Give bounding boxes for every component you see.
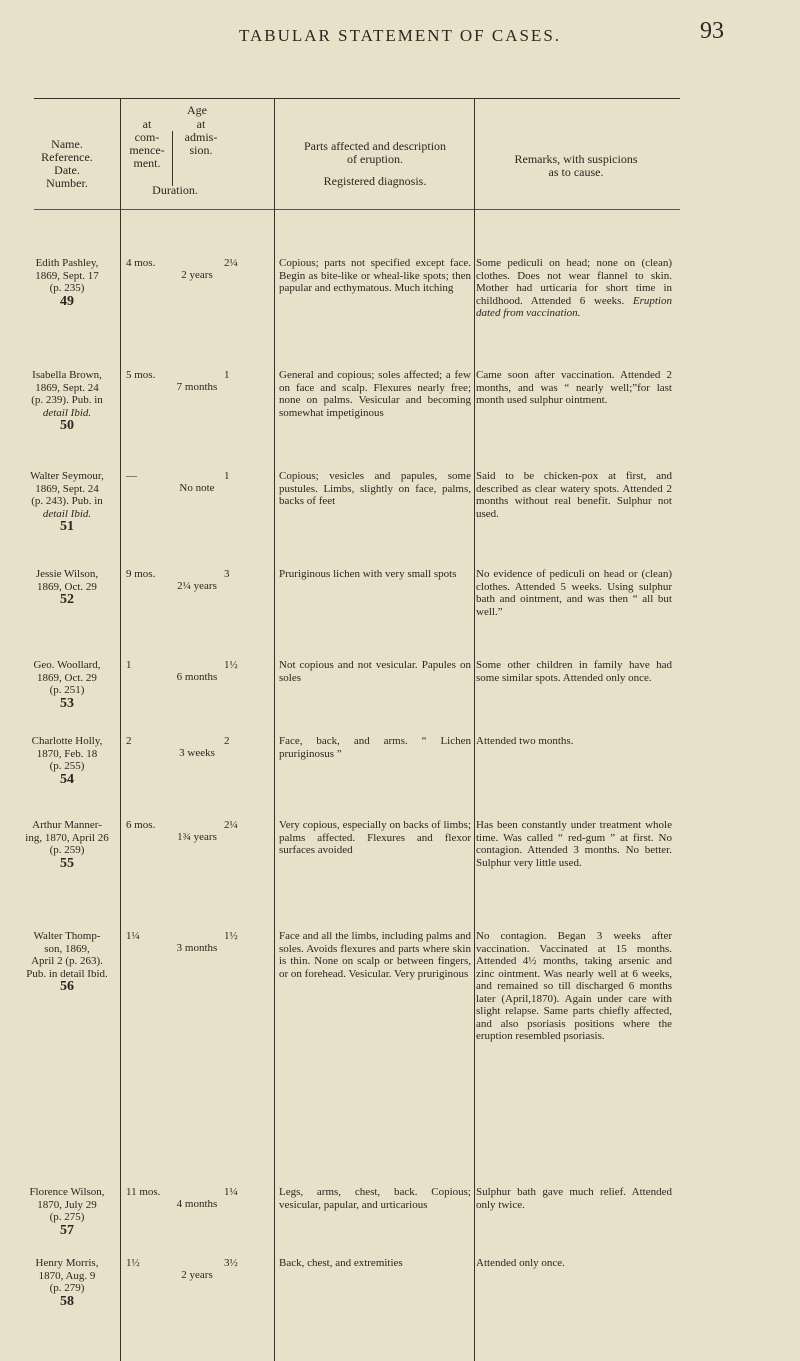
case-52-remarks <box>476 568 672 618</box>
case-reference-line: April 2 (p. 263). <box>31 955 103 967</box>
header-duration: Duration. <box>152 183 198 197</box>
age-admission: 2¼ <box>224 819 238 831</box>
header-date-line: Date. <box>54 163 80 177</box>
duration: 2¼ years <box>177 580 217 592</box>
case-name-line: Charlotte Holly, <box>31 735 103 747</box>
case-56-remarks <box>476 930 672 1043</box>
age-commencement: 11 mos. <box>126 1186 161 1198</box>
remarks-text: No contagion. Began 3 weeks after vaccination. Vaccinated at 15 months. Attended 4½ months, taking arsenic and zinc ointment. Was nearly well at 6 weeks, and remained so till discharged 6 months later (April,1870). Again under care with slight relapse. Same parts chiefly affected, and also psoriasis positions where the eruption resembled psoriasis. <box>476 930 672 1042</box>
header-diagnosis-line: Registered diagnosis. <box>323 174 427 188</box>
case-55-parts: Very copious, especially on backs of limbs; palms affected. Flexures and flexor surfaces avoided <box>279 819 471 856</box>
case-49-name <box>14 257 120 308</box>
case-detail-line: Pub. in detail Ibid. <box>26 967 108 980</box>
duration: 4 months <box>176 1198 218 1210</box>
case-52-parts: Pruriginous lichen with very small spots <box>279 568 457 580</box>
age-commencement: 1¼ <box>126 930 140 942</box>
case-50-name <box>14 369 120 433</box>
case-reference-line: (p. 279) <box>49 1282 85 1294</box>
running-title: TABULAR STATEMENT OF CASES. <box>238 26 562 45</box>
table-top-rule <box>34 98 680 99</box>
age-admission: 2 <box>224 735 230 747</box>
header-number-line: Number. <box>46 176 88 190</box>
header-name-line: Name. <box>51 137 83 151</box>
case-date-line: son, 1869, <box>44 942 90 955</box>
case-number: 53 <box>60 695 74 711</box>
case-detail-line: detail Ibid. <box>42 406 92 419</box>
case-name-line: Florence Wilson, <box>29 1186 105 1198</box>
age-admission: 1¼ <box>224 1186 238 1198</box>
age-admission: 1½ <box>224 659 238 671</box>
header-reference-line: Reference. <box>41 150 93 164</box>
case-reference-line: (p. 255) <box>49 760 85 772</box>
case-number: 55 <box>60 855 74 871</box>
case-52-name <box>14 568 120 607</box>
remarks-text: Came soon after vaccination. Attended 2 months, and was “ nearly well;”for last month used sulphur ointment. <box>476 369 672 406</box>
case-reference-line: (p. 235) <box>49 282 85 294</box>
age-commencement: 1½ <box>126 1257 140 1269</box>
case-name-line: Arthur Manner- <box>32 819 102 831</box>
case-58-name <box>14 1257 120 1308</box>
case-name-line: Jessie Wilson, <box>35 568 99 580</box>
column-divider <box>120 99 121 1361</box>
case-49-remarks <box>476 257 672 320</box>
age-admission: 1 <box>224 470 230 482</box>
age-admission: 1 <box>224 369 230 381</box>
case-number: 50 <box>60 418 74 433</box>
case-reference-line: (p. 251) <box>49 684 85 696</box>
case-date-line: 1869, Sept. 17 <box>35 269 99 282</box>
case-58-remarks <box>476 1257 672 1270</box>
case-name-line: Henry Morris, <box>35 1257 99 1269</box>
case-date-line: 1870, Feb. 18 <box>36 747 98 760</box>
duration: 1¾ years <box>177 831 217 843</box>
case-number: 51 <box>60 519 74 534</box>
duration: 2 years <box>181 1269 213 1281</box>
case-date-line: 1869, Oct. 29 <box>37 671 97 684</box>
remarks-text: Some other children in family have had some similar spots. Attended only once. <box>476 659 672 684</box>
age-commencement: 6 mos. <box>126 819 156 831</box>
case-reference-line: (p. 259) <box>49 844 85 856</box>
header-age-commencement <box>124 118 170 170</box>
column-divider <box>274 99 275 1361</box>
case-56-name <box>14 930 120 994</box>
remarks-italic: Eruption dated from vaccination. <box>476 294 672 319</box>
case-54-parts: Face, back, and arms. “ Lichen pruriginosus ” <box>279 735 471 760</box>
header-remarks-line: as to cause. <box>548 165 604 179</box>
header-age-right-line: sion. <box>189 143 213 157</box>
case-57-name <box>14 1186 120 1237</box>
header-age-right-line: admis- <box>184 130 218 144</box>
age-admission: 1½ <box>224 930 238 942</box>
case-date-line: ing, 1870, April 26 <box>25 831 109 844</box>
age-subcolumn-divider <box>172 131 173 186</box>
case-49-parts: Copious; parts not specified except face. Begin as bite-like or wheal-like spots; then papular and ecthymatous. Much itching <box>279 257 471 294</box>
duration: No note <box>179 482 215 494</box>
page-number: 93 <box>700 18 724 44</box>
header-parts-line: of eruption. <box>347 152 403 166</box>
case-57-remarks <box>476 1186 672 1211</box>
case-reference-line: (p. 243). Pub. in <box>31 495 103 507</box>
case-detail-line: detail Ibid. <box>42 507 92 520</box>
case-number: 54 <box>60 771 74 787</box>
case-57-parts: Legs, arms, chest, back. Copious; vesicular, papular, and urticarious <box>279 1186 471 1211</box>
header-age-admission <box>176 118 226 157</box>
case-55-remarks <box>476 819 672 869</box>
remarks-text: No evidence of pediculi on head or (clean) clothes. Attended 5 weeks. Using sulphur bath and ointment, and was then “ all but well.” <box>476 568 672 618</box>
header-age: Age <box>187 103 207 117</box>
header-age-left-line: com- <box>134 130 160 144</box>
age-commencement: 4 mos. <box>126 257 156 269</box>
column-divider <box>474 99 475 1361</box>
case-51-parts: Copious; vesicles and papules, some pustules. Limbs, slightly on face, palms, backs of feet <box>279 470 471 507</box>
header-parts-column <box>278 140 472 188</box>
header-remarks-line: Remarks, with suspicions <box>514 152 638 166</box>
age-commencement: — <box>126 470 137 482</box>
case-date-line: 1869, Sept. 24 <box>35 381 99 394</box>
header-age-left-line: mence- <box>129 143 165 157</box>
case-name-line: Walter Thomp- <box>33 930 101 942</box>
case-51-remarks <box>476 470 672 520</box>
case-56-parts: Face and all the limbs, including palms and soles. Avoids flexures and parts where skin is thin. None on scalp or between fingers, or on forehead. Vesicular. Very pruriginous <box>279 930 471 980</box>
age-commencement: 2 <box>126 735 132 747</box>
duration: 2 years <box>181 269 213 281</box>
case-name-line: Walter Seymour, <box>30 470 104 482</box>
header-parts-line: Parts affected and description <box>303 139 447 153</box>
case-name-line: Geo. Woollard, <box>33 659 101 671</box>
header-age-right-line: at <box>196 117 206 131</box>
age-commencement: 5 mos. <box>126 369 156 381</box>
case-number: 57 <box>60 1222 74 1238</box>
age-commencement: 9 mos. <box>126 568 156 580</box>
case-54-name <box>14 735 120 786</box>
age-commencement: 1 <box>126 659 132 671</box>
case-number: 49 <box>60 293 74 309</box>
remarks-text: Some pediculi on head; none on (clean) clothes. Does not wear flannel to skin. Mother had urticaria for short time in childhood. Attended 6 weeks. <box>476 257 672 307</box>
case-date-line: 1869, Sept. 24 <box>35 482 99 495</box>
age-admission: 2¼ <box>224 257 238 269</box>
remarks-text: Sulphur bath gave much relief. Attended only twice. <box>476 1186 672 1211</box>
duration: 6 months <box>176 671 218 683</box>
duration: 3 weeks <box>179 747 215 759</box>
case-53-name <box>14 659 120 710</box>
remarks-text: Attended two months. <box>476 735 574 747</box>
case-name-line: Isabella Brown, <box>32 369 102 381</box>
duration: 7 months <box>176 381 218 393</box>
case-50-parts: General and copious; soles affected; a few on face and scalp. Flexures nearly free; none on palms. Vesicular and becoming somewhat impetiginous <box>279 369 471 419</box>
header-name-column <box>14 138 120 190</box>
case-51-name <box>14 470 120 534</box>
duration: 3 months <box>176 942 218 954</box>
remarks-text: Attended only once. <box>476 1257 565 1269</box>
case-number: 56 <box>60 979 74 994</box>
header-age-left-line: ment. <box>133 156 161 170</box>
case-date-line: 1870, July 29 <box>37 1198 97 1211</box>
remarks-text: Said to be chicken-pox at first, and described as clear watery spots. Attended 2 months without real benefit. Sulphur not used. <box>476 470 672 520</box>
remarks-text: Has been constantly under treatment whole time. Was called “ red-gum ” at first. No contagion. Attended 3 months. No better. Sulphur very little used. <box>476 819 672 869</box>
case-58-parts: Back, chest, and extremities <box>279 1257 403 1269</box>
case-55-name <box>14 819 120 870</box>
header-age-left-line: at <box>142 117 152 131</box>
age-admission: 3½ <box>224 1257 238 1269</box>
age-admission: 3 <box>224 568 230 580</box>
case-reference-line: (p. 275) <box>49 1211 85 1223</box>
case-number: 52 <box>60 592 74 607</box>
case-50-remarks <box>476 369 672 407</box>
header-remarks-column <box>476 153 676 179</box>
case-name-line: Edith Pashley, <box>35 257 99 269</box>
header-bottom-rule <box>34 209 680 210</box>
case-number: 58 <box>60 1293 74 1309</box>
case-date-line: 1869, Oct. 29 <box>37 580 97 593</box>
case-53-remarks <box>476 659 672 684</box>
case-reference-line: (p. 239). Pub. in <box>31 394 103 406</box>
case-date-line: 1870, Aug. 9 <box>38 1269 96 1282</box>
case-54-remarks <box>476 735 672 748</box>
case-53-parts: Not copious and not vesicular. Papules on soles <box>279 659 471 684</box>
